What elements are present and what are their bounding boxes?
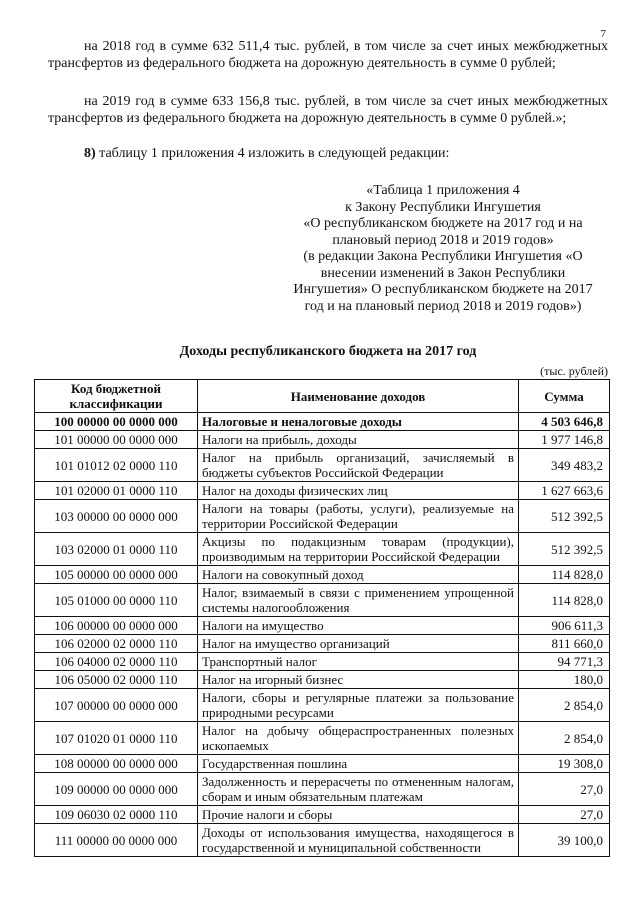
code-cell: 107 00000 00 0000 000 [35,689,198,722]
table-title: Доходы республиканского бюджета на 2017 год [179,344,477,359]
sum-cell: 27,0 [519,806,610,824]
table-row [35,584,610,617]
code-cell: 106 02000 02 0000 110 [35,635,198,653]
code-cell: 103 02000 01 0000 110 [35,533,198,566]
table-row [35,671,610,689]
paragraph-2019: на 2019 год в сумме 633 156,8 тыс. рублей, в том числе за счет иных межбюджетных трансфертов из федерального бюджета на дорожную деятельность в сумме 0 рублей.»; [48,94,608,126]
page-number: 7 [600,28,606,40]
name-cell: Налоги на товары (работы, услуги), реализуемые на территории Российской Федерации [198,500,519,533]
caption-line: Ингушетия» О республиканском бюджете на 2017 [293,282,593,297]
table-row [35,617,610,635]
item-text: таблицу 1 приложения 4 изложить в следующей редакции: [95,146,450,161]
sum-cell: 512 392,5 [519,533,610,566]
caption-line: (в редакции Закона Республики Ингушетия «О [303,249,583,264]
name-cell: Налог на добычу общераспространенных полезных ископаемых [198,722,519,755]
sum-cell: 114 828,0 [519,566,610,584]
name-cell: Налоги, сборы и регулярные платежи за пользование природными ресурсами [198,689,519,722]
caption-line: «О республиканском бюджете на 2017 год и на [303,216,583,231]
code-cell: 106 04000 02 0000 110 [35,653,198,671]
code-cell: 101 01012 02 0000 110 [35,449,198,482]
code-cell: 105 00000 00 0000 000 [35,566,198,584]
header-code: Код бюджетной классификации [35,380,198,413]
table-row [35,533,610,566]
caption-line: к Закону Республики Ингушетия [345,199,541,215]
sum-cell: 906 611,3 [519,617,610,635]
code-cell: 106 05000 02 0000 110 [35,671,198,689]
name-cell: Налог на доходы физических лиц [198,482,519,500]
caption-line: плановый период 2018 и 2019 годов» [332,232,554,248]
sum-cell: 2 854,0 [519,689,610,722]
code-cell: 101 00000 00 0000 000 [35,431,198,449]
paragraph-item-8 [48,145,608,162]
name-cell: Налог, взимаемый в связи с применением упрощенной системы налогообложения [198,584,519,617]
sum-cell: 512 392,5 [519,500,610,533]
table-row [35,449,610,482]
code-cell: 103 00000 00 0000 000 [35,500,198,533]
name-cell: Налоги на имущество [198,617,519,635]
sum-cell: 811 660,0 [519,635,610,653]
sum-cell: 1 627 663,6 [519,482,610,500]
revenue-table [34,379,610,857]
name-cell: Налог на имущество организаций [198,635,519,653]
table-row [35,722,610,755]
sum-cell: 180,0 [519,671,610,689]
table-body [35,413,610,857]
sum-cell: 39 100,0 [519,824,610,857]
sum-cell: 94 771,3 [519,653,610,671]
name-cell: Налог на игорный бизнес [198,671,519,689]
caption-line: «Таблица 1 приложения 4 [366,183,520,198]
sum-cell: 349 483,2 [519,449,610,482]
name-cell: Транспортный налог [198,653,519,671]
table-row [35,689,610,722]
sum-cell: 1 977 146,8 [519,431,610,449]
code-cell: 109 00000 00 0000 000 [35,773,198,806]
name-cell: Налоги на совокупный доход [198,566,519,584]
paragraph-2018: на 2018 год в сумме 632 511,4 тыс. рублей, в том числе за счет иных межбюджетных трансфертов из федерального бюджета на дорожную деятельность в сумме 0 рублей; [48,39,608,71]
table-row [35,500,610,533]
table-row [35,806,610,824]
sum-cell: 114 828,0 [519,584,610,617]
table-header-row [35,380,610,413]
sum-cell: 19 308,0 [519,755,610,773]
table-row [35,755,610,773]
table-row [35,566,610,584]
code-cell: 101 02000 01 0000 110 [35,482,198,500]
name-cell: Прочие налоги и сборы [198,806,519,824]
name-cell: Государственная пошлина [198,755,519,773]
name-cell: Задолженность и перерасчеты по отмененным налогам, сборам и иным обязательным платежам [198,773,519,806]
table-caption [274,183,612,315]
code-cell: 109 06030 02 0000 110 [35,806,198,824]
units-label: (тыс. рублей) [540,364,608,378]
table-row [35,635,610,653]
sum-cell: 27,0 [519,773,610,806]
name-cell: Налоги на прибыль, доходы [198,431,519,449]
sum-cell: 4 503 646,8 [519,413,610,431]
code-cell: 106 00000 00 0000 000 [35,617,198,635]
code-cell: 100 00000 00 0000 000 [35,413,198,431]
code-cell: 107 01020 01 0000 110 [35,722,198,755]
code-cell: 111 00000 00 0000 000 [35,824,198,857]
caption-line: год и на плановый период 2018 и 2019 годов») [304,298,582,314]
table-row [35,482,610,500]
code-cell: 105 01000 00 0000 110 [35,584,198,617]
caption-line: внесении изменений в Закон Республики [320,265,566,281]
sum-cell: 2 854,0 [519,722,610,755]
table-row [35,773,610,806]
name-cell: Налог на прибыль организаций, зачисляемый в бюджеты субъектов Российской Федерации [198,449,519,482]
table-row [35,431,610,449]
header-name: Наименование доходов [198,380,519,413]
table-row [35,413,610,431]
table-row [35,653,610,671]
name-cell: Доходы от использования имущества, находящегося в государственной и муниципальной собственности [198,824,519,857]
name-cell: Налоговые и неналоговые доходы [198,413,519,431]
header-sum: Сумма [519,380,610,413]
name-cell: Акцизы по подакцизным товарам (продукции), производимым на территории Российской Федерации [198,533,519,566]
code-cell: 108 00000 00 0000 000 [35,755,198,773]
item-number: 8) [84,146,96,161]
table-row [35,824,610,857]
